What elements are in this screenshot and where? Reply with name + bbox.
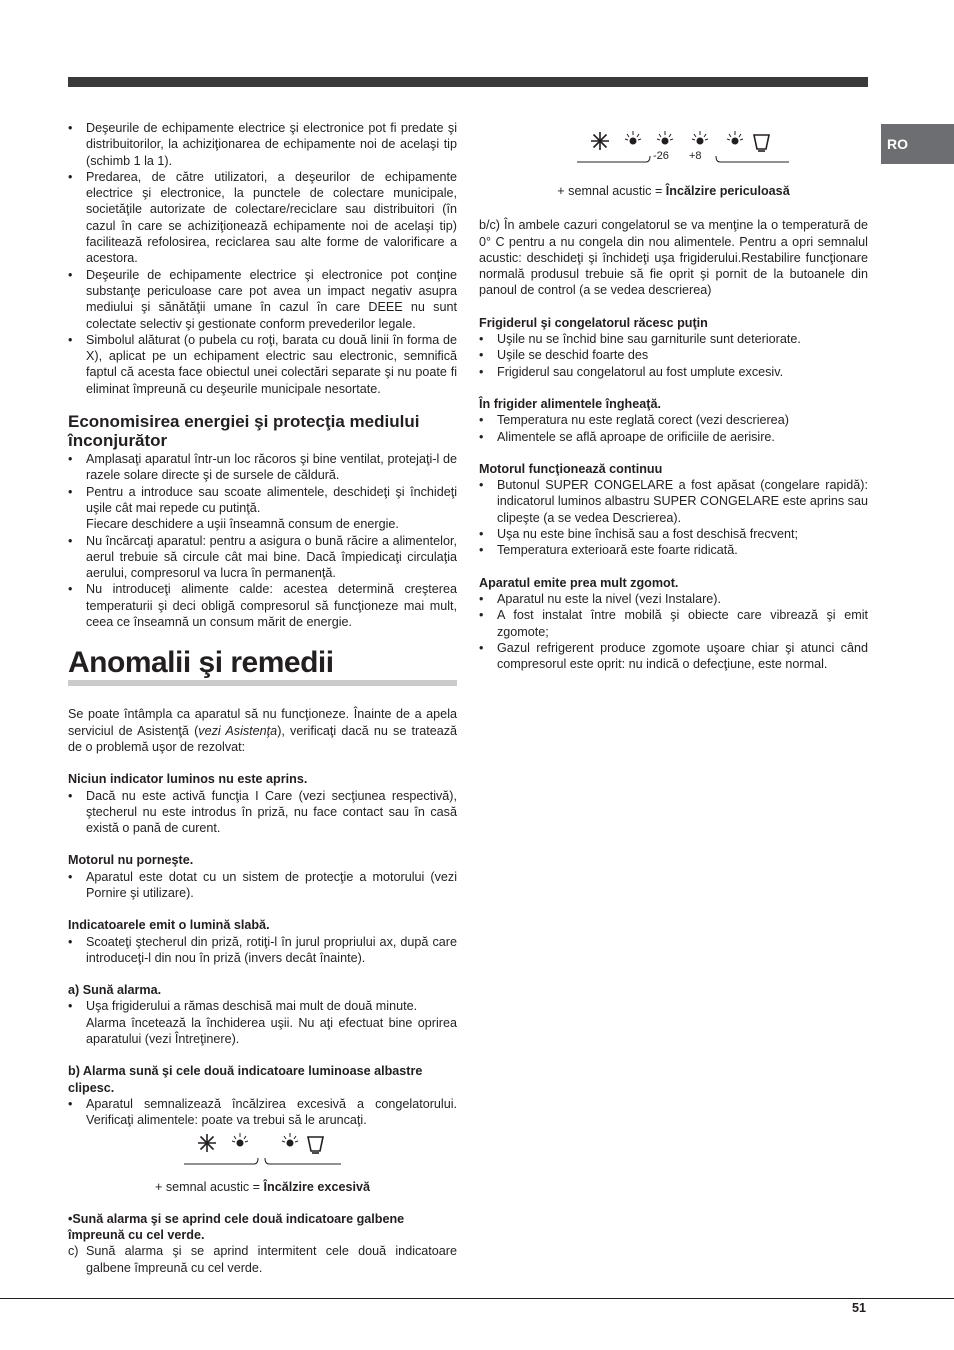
- figure-caption: + semnal acustic = Încălzire periculoasă: [557, 184, 790, 198]
- list-item: • Uşa nu este bine închisă sau a fost deschisă frecvent;: [479, 527, 799, 542]
- blinking-led-icon: [282, 1133, 298, 1146]
- problem-heading: Indicatoarele emit o lumină slabă.: [68, 918, 270, 933]
- blinking-led-icon: [625, 131, 641, 144]
- alarm-icon: [308, 1137, 323, 1153]
- list-item: • Pentru a introduce sau scoate alimentele, deschideţi şi închideţi uşile cât mai repede cu putinţă.: [68, 484, 457, 515]
- list-item: • Deşeurile de echipamente electrice şi electronice pot fi predate şi distribuitorilor, la achiziţionarea de echipamente noi de acelaşi tip (schimb 1 la 1).: [68, 121, 457, 168]
- problem-heading: Aparatul emite prea mult zgomot.: [479, 575, 679, 590]
- list-item: • Amplasaţi aparatul într-un loc răcoros şi bine ventilat, protejaţi-l de razele solare directe şi de sursele de căldură.: [68, 452, 457, 483]
- snowflake-icon: [591, 132, 609, 150]
- temp-label-high: +8: [689, 150, 702, 162]
- list-item: • Dacă nu este activă funcţia I Care (vezi secţiunea respectivă), ştecherul nu este introdus în priză, nu face contact sau în casă există o pană de curent.: [68, 788, 457, 836]
- indicator-lights-icon: [479, 127, 868, 173]
- problem-heading: Frigiderul şi congelatorul răcesc puţin: [479, 315, 708, 330]
- list-item: • Gazul refrigerent produce zgomote uşoare chiar şi atunci când compresorul este oprit: nu indică o defecţiune, este normal.: [479, 640, 868, 672]
- list-item: • Nu introduceţi alimente calde: acestea determină creşterea temperaturii şi deci obligă compresorul să funcţioneze mai mult, ceea ce înseamnă un consum mărit de energie.: [68, 582, 457, 630]
- list-item: • Uşile se deschid foarte des: [479, 348, 649, 363]
- list-item: • Uşile nu se închid bine sau garniturile sunt deteriorate.: [479, 332, 801, 347]
- list-item: • Alimentele se află aproape de orificiile de aerisire.: [479, 429, 775, 444]
- problem-heading: Motorul funcţionează continuu: [479, 461, 663, 476]
- list-item: • Predarea, de către utilizatori, a deşeurilor de echipamente electrice şi electronice, la punctele de colectare municipale, societăţile autorizate de colectare/reciclare sau distribuitori (în cazul în care se achiziţionează echipamente noi de acelaşi tip) facilitează refolosirea, reciclarea sau alte forme de valorificare a acestora.: [68, 169, 457, 266]
- left-column: [68, 120, 457, 1276]
- alarm-icon: [754, 135, 769, 151]
- problem-heading: Niciun indicator luminos nu este aprins.: [68, 772, 308, 787]
- list-item: • A fost instalat între mobilă şi obiecte care vibrează şi emit zgomote;: [479, 608, 868, 639]
- blinking-led-icon: [232, 1133, 248, 1146]
- section-title: Anomalii şi remedii: [68, 646, 334, 680]
- bc-explanation: b/c) În ambele cazuri congelatorul se va menţine la o temperatură de 0° C pentru a nu congela din nou alimentele. Pentru a opri semnalul acustic: deschideţi şi închideţi uşa frigiderului.Restabilire funcţionare normală produsul trebuie să fie oprit şi pornit de la butoanele din panoul de control (a se vedea descrierea): [479, 218, 868, 298]
- figure-caption: + semnal acustic = Încălzire excesivă: [155, 1179, 370, 1194]
- temp-label-low: -26: [653, 150, 669, 162]
- blinking-led-icon: [692, 131, 708, 144]
- list-item: • Aparatul nu este la nivel (vezi Instalare).: [479, 591, 722, 606]
- list-item: • Deşeurile de echipamente electrice şi electronice pot conţine substanţe periculoase care pot avea un impact negativ asupra mediului şi sănătăţii umane în cazul în care DEEE nu sunt colectate selectiv şi gestionate conform prevederilor legale.: [68, 267, 457, 331]
- list-item-continuation: Fiecare deschidere a uşii înseamnă consum de energie.: [86, 517, 399, 532]
- indicator-figure-excessive: [68, 1133, 457, 1179]
- problem-heading: Motorul nu porneşte.: [68, 853, 194, 868]
- blinking-led-icon: [727, 131, 743, 144]
- indicator-lights-icon: [68, 1133, 457, 1169]
- energy-heading: Economisirea energiei şi protecţia mediului înconjurător: [68, 412, 420, 451]
- anomalies-intro: Se poate întâmpla ca aparatul să nu funcţioneze. Înainte de a apela serviciul de Asistenţă (vezi Asistenţa), verificaţi dacă nu se tratează de o problemă uşor de rezolvat:: [68, 707, 458, 754]
- blinking-led-icon: [657, 131, 673, 144]
- list-item: • Frigiderul sau congelatorul au fost umplute excesiv.: [479, 364, 784, 379]
- case-c-text: c) Sună alarma şi se aprind intermitent cele două indicatoare galbene împreună cu cel verde.: [68, 1244, 457, 1275]
- top-header-bar: [68, 77, 868, 87]
- page-number: 51: [852, 1301, 867, 1315]
- list-item-continuation: Alarma încetează la închiderea uşii. Nu aţi efectuat bine oprirea aparatului (vezi Întreţinere).: [86, 1015, 457, 1047]
- energy-bullets: [68, 451, 457, 630]
- indicator-figure-dangerous: [479, 127, 868, 177]
- language-tab: RO: [881, 124, 954, 164]
- list-item: • Temperatura nu este reglată corect (vezi descrierea): [479, 413, 789, 428]
- snowflake-icon: [198, 1134, 216, 1152]
- list-item: • Nu încărcaţi aparatul: pentru a asigura o bună răcire a alimentelor, aerul trebuie să circule cât mai bine. Dacă împiedicaţi circulaţia aerului, compresorul va lucra în permanenţă.: [68, 533, 457, 581]
- list-item: • Scoateţi ştecherul din priză, rotiţi-l în jurul propriului ax, după care introduceţi-l din nou în priză (invers decât înainte).: [68, 934, 457, 965]
- problem-heading: a) Sună alarma.: [68, 983, 162, 998]
- footer-rule: [0, 1298, 954, 1299]
- problem-heading: b) Alarma sună şi cele două indicatoare luminoase albastre clipesc.: [68, 1064, 423, 1095]
- weee-bullets: [68, 120, 457, 397]
- list-item: • Butonul SUPER CONGELARE a fost apăsat (congelare rapidă): indicatorul luminos albastru SUPER CONGELARE este aprins sau clipeşte (a se vedea Descrierea).: [479, 478, 868, 525]
- list-item: • Simbolul alăturat (o pubela cu roţi, barata cu două linii în forma de X), aplicat pe un echipament electric sau electronic, semnifică faptul că acesta face obiectul unei colectări separate şi nu poate fi eliminat împreună cu deşeurile municipale nesortate.: [68, 332, 457, 396]
- list-item: • Aparatul semnalizează încălzirea excesivă a congelatorului. Verificaţi alimentele: poate va trebui să le aruncaţi.: [68, 1096, 457, 1128]
- problem-heading: •Sună alarma şi se aprind cele două indicatoare galbene împreună cu cel verde.: [68, 1211, 405, 1243]
- problem-heading: În frigider alimentele îngheaţă.: [479, 396, 661, 411]
- list-item: • Uşa frigiderului a rămas deschisă mai mult de două minute.: [68, 999, 418, 1014]
- list-item: • Temperatura exterioară este foarte ridicată.: [479, 543, 738, 558]
- right-column: [479, 127, 868, 672]
- list-item: • Aparatul este dotat cu un sistem de protecţie a motorului (vezi Pornire şi utilizare).: [68, 869, 457, 900]
